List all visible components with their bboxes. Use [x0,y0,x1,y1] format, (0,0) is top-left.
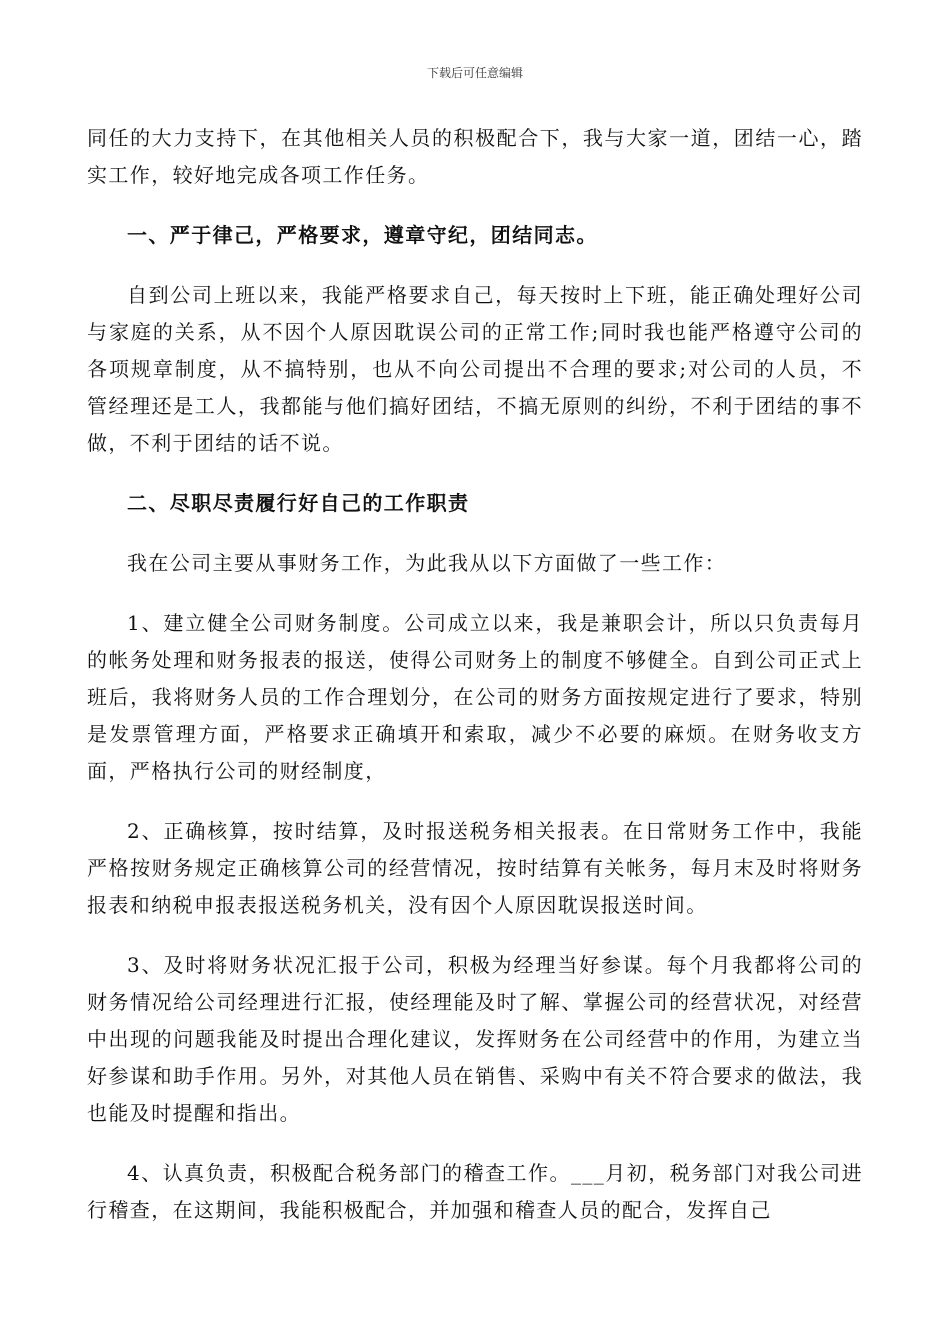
paragraph-finance-intro: 我在公司主要从事财务工作，为此我从以下方面做了一些工作： [127,551,727,575]
paragraph-self-discipline: 自到公司上班以来，我能严格要求自己，每天按时上下班，能正确处理好公司与家庭的关系，从不因个人原因耽误公司的正常工作;同时我也能严格遵守公司的各项规章制度，从不搞特别，也从不向公司提出不合理的要求;对公司的人员，不管经理还是工人，我都能与他们搞好团结，不搞无原则的纠纷，不利于团结的事不做，不利于团结的话不说。 [87,283,863,455]
section-heading-2: 二、尽职尽责履行好自己的工作职责 [127,491,470,515]
page-header: 下载后可任意编辑 [426,66,523,80]
paragraph-item-1: 1、建立健全公司财务制度。公司成立以来，我是兼职会计，所以只负责每月的帐务处理和财务报表的报送，使得公司财务上的制度不够健全。自到公司正式上班后，我将财务人员的工作合理划分，在公司的财务方面按规定进行了要求，特别是发票管理方面，严格要求正确填开和索取，减少不必要的麻烦。在财务收支方面，严格执行公司的财经制度， [87,611,863,783]
paragraph-continued: 同任的大力支持下，在其他相关人员的积极配合下，我与大家一道，团结一心，踏实工作，较好地完成各项工作任务。 [87,126,863,187]
paragraph-item-3: 3、及时将财务状况汇报于公司，积极为经理当好参谋。每个月我都将公司的财务情况给公司经理进行汇报，使经理能及时了解、掌握公司的经营状况，对经营中出现的问题我能及时提出合理化建议，发挥财务在公司经营中的作用，为建立当好参谋和助手作用。另外，对其他人员在销售、采购中有关不符合要求的做法，我也能及时提醒和指出。 [87,953,863,1125]
document-body [87,120,863,1252]
paragraph-item-2: 2、正确核算，按时结算，及时报送税务相关报表。在日常财务工作中，我能严格按财务规定正确核算公司的经营情况，按时结算有关帐务，每月末及时将财务报表和纳税申报表报送税务机关，没有因个人原因耽误报送时间。 [87,819,863,917]
paragraph-item-4: 4、认真负责，积极配合税务部门的稽查工作。___月初，税务部门对我公司进行稽查，在这期间，我能积极配合，并加强和稽查人员的配合，发挥自己 [87,1161,863,1222]
section-heading-1: 一、严于律己，严格要求，遵章守纪，团结同志。 [127,223,598,247]
